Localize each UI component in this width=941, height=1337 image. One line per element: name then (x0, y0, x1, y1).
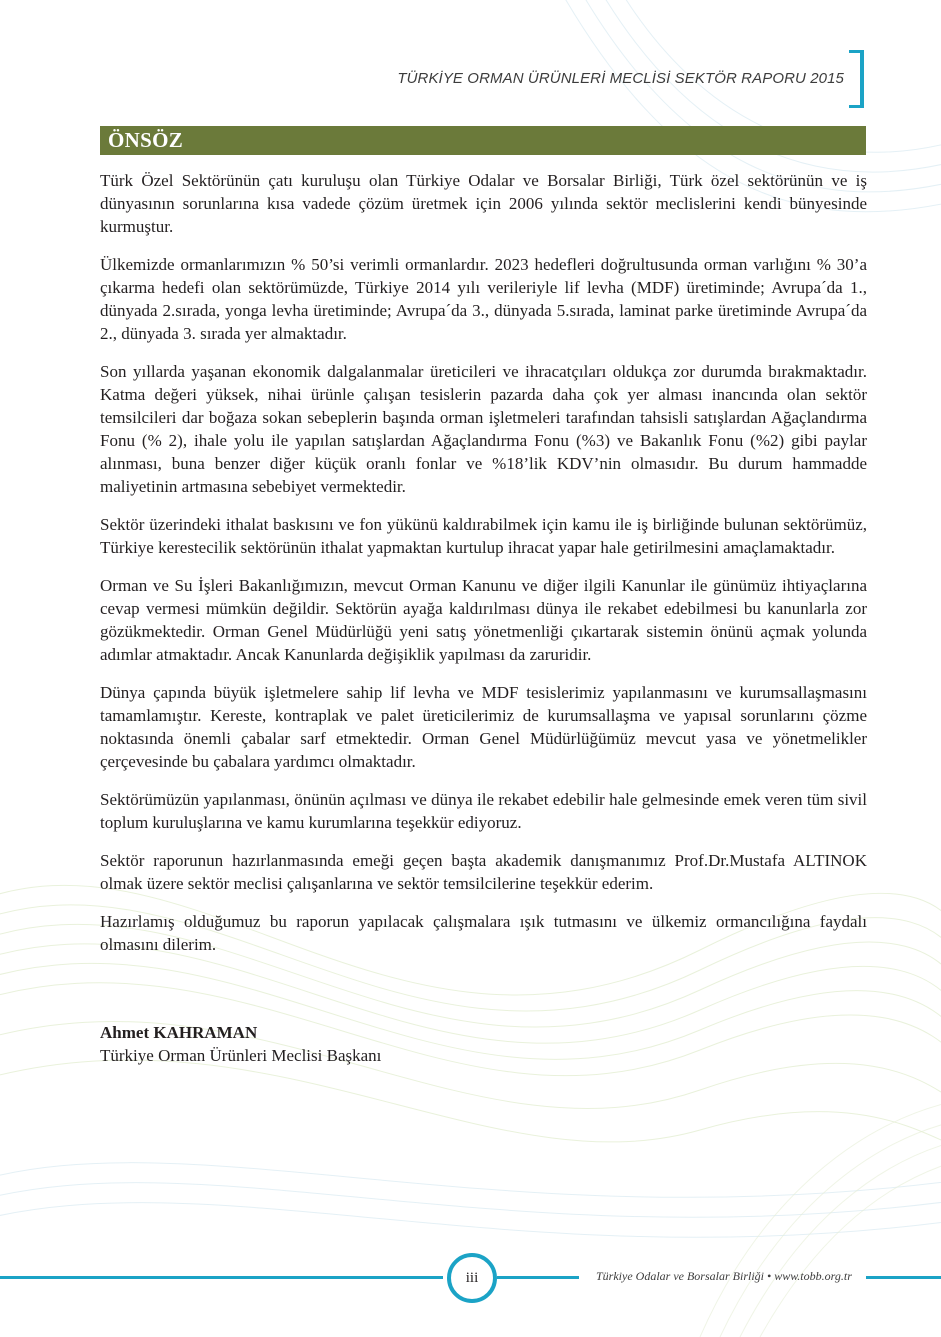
header-bracket-decoration (849, 50, 864, 108)
signature-block (100, 1021, 381, 1067)
signatory-role: Türkiye Orman Ürünleri Meclisi Başkanı (100, 1046, 382, 1065)
paragraph: Dünya çapında büyük işletmelere sahip lif levha ve MDF tesislerimiz yapılanmasını ve kurumsallaşmasını tamamlamıştır. Kereste, kontraplak ve palet üreticilerimiz de kurumsallaşma ve yapısal sorunlarını çözme noktasında önemli çabalar sarf etmektedir. Orman Genel Müdürlüğümüz mevcut yasa ve yönetmelikler çerçevesinde bu çabalara yardımcı olmaktadır. (100, 683, 867, 771)
paragraph: Orman ve Su İşleri Bakanlığımızın, mevcut Orman Kanunu ve diğer ilgili Kanunlar ile günümüz ihtiyaçlarına cevap vermesi mümkün değildir. Sektörün ayağa kaldırılması dünya ile rekabet edebilmesi bu kanunlarla zor gözükmektedir. Orman Genel Müdürlüğü yeni satış yönetmenliği çıkartarak sistemin önünü açmak yolunda adımlar atmaktadır. Ancak Kanunlarda değişiklik yapılması da zaruridir. (100, 576, 867, 664)
page-number: iii (465, 1269, 479, 1286)
signatory-name: Ahmet KAHRAMAN (100, 1023, 258, 1042)
footer-rule-right (497, 1276, 579, 1279)
page-number-badge (447, 1253, 497, 1303)
paragraph: Hazırlamış olduğumuz bu raporun yapılacak çalışmalara ışık tutmasını ve ülkemiz ormancılığına faydalı olmasını dilerim. (100, 912, 867, 954)
foreword-body (100, 169, 867, 971)
footer-rule-far-right (866, 1276, 941, 1279)
report-header-title: TÜRKİYE ORMAN ÜRÜNLERİ MECLİSİ SEKTÖR RAPORU 2015 (397, 70, 844, 87)
paragraph: Sektör üzerindeki ithalat baskısını ve fon yükünü kaldırabilmek için kamu ile iş birliğinde bulunan sektörümüz, Türkiye kerestecilik sektörünün ithalat yapmaktan kurtulup ihracat yapar hale getirilmesini amaçlamaktadır. (100, 515, 867, 557)
section-header-bar (100, 126, 866, 155)
section-title: ÖNSÖZ (108, 128, 184, 152)
paragraph: Sektör raporunun hazırlanmasında emeği geçen başta akademik danışmanımız Prof.Dr.Mustafa ALTINOK olmak üzere sektör meclisi çalışanlarına ve sektör temsilcilerine teşekkür ederim. (100, 851, 867, 893)
paragraph: Sektörümüzün yapılanması, önünün açılması ve dünya ile rekabet edebilir hale gelmesinde emek veren tüm sivil toplum kuruluşlarına ve kamu kurumlarına teşekkür ediyoruz. (100, 790, 867, 832)
paragraph: Son yıllarda yaşanan ekonomik dalgalanmalar üreticileri ve ihracatçıları oldukça zor durumda bırakmaktadır. Katma değeri yüksek, nihai ürünle çalışan tesislerin pazarda daha çok yer alması inancında olan sektör temsilcileri dar boğaza sokan sebeplerin başında orman işletmeleri tarafından tahsisli satışlardan Ağaçlandırma Fonu (% 2), ihale yolu ile yapılan satışlardan Ağaçlandırma Fonu (%3) ve Bakanlık Fonu (%2) gibi paylar alınması, buna benzer diğer küçük oranlı fonlar ve %18’lik KDV’nin olmasıdır. Bu durum hammadde maliyetinin artmasına sebebiyet vermektedir. (100, 362, 867, 496)
footer-organization-text: Türkiye Odalar ve Borsalar Birliği • www.tobb.org.tr (596, 1269, 852, 1283)
paragraph: Ülkemizde ormanlarımızın % 50’si verimli ormanlardır. 2023 hedefleri doğrultusunda orman varlığını % 30’a çıkarma hedefi olan sektörümüzde, Türkiye 2014 yılı verileriyle lif levha (MDF) üretiminde; Avrupa´da 1., dünyada 2.sırada, yonga levha üretiminde; Avrupa´da 3., dünyada 5.sırada, laminat parke üretiminde Avrupa´da 2., dünyada 3. sırada yer almaktadır. (100, 255, 867, 343)
footer-rule-left (0, 1276, 443, 1279)
paragraph: Türk Özel Sektörünün çatı kuruluşu olan Türkiye Odalar ve Borsalar Birliği, Türk özel sektörünün ve iş dünyasının sorunlarına kısa vadede çözüm üretmek için 2006 yılında sektör meclislerini kendi bünyesinde kurmuştur. (100, 171, 867, 236)
